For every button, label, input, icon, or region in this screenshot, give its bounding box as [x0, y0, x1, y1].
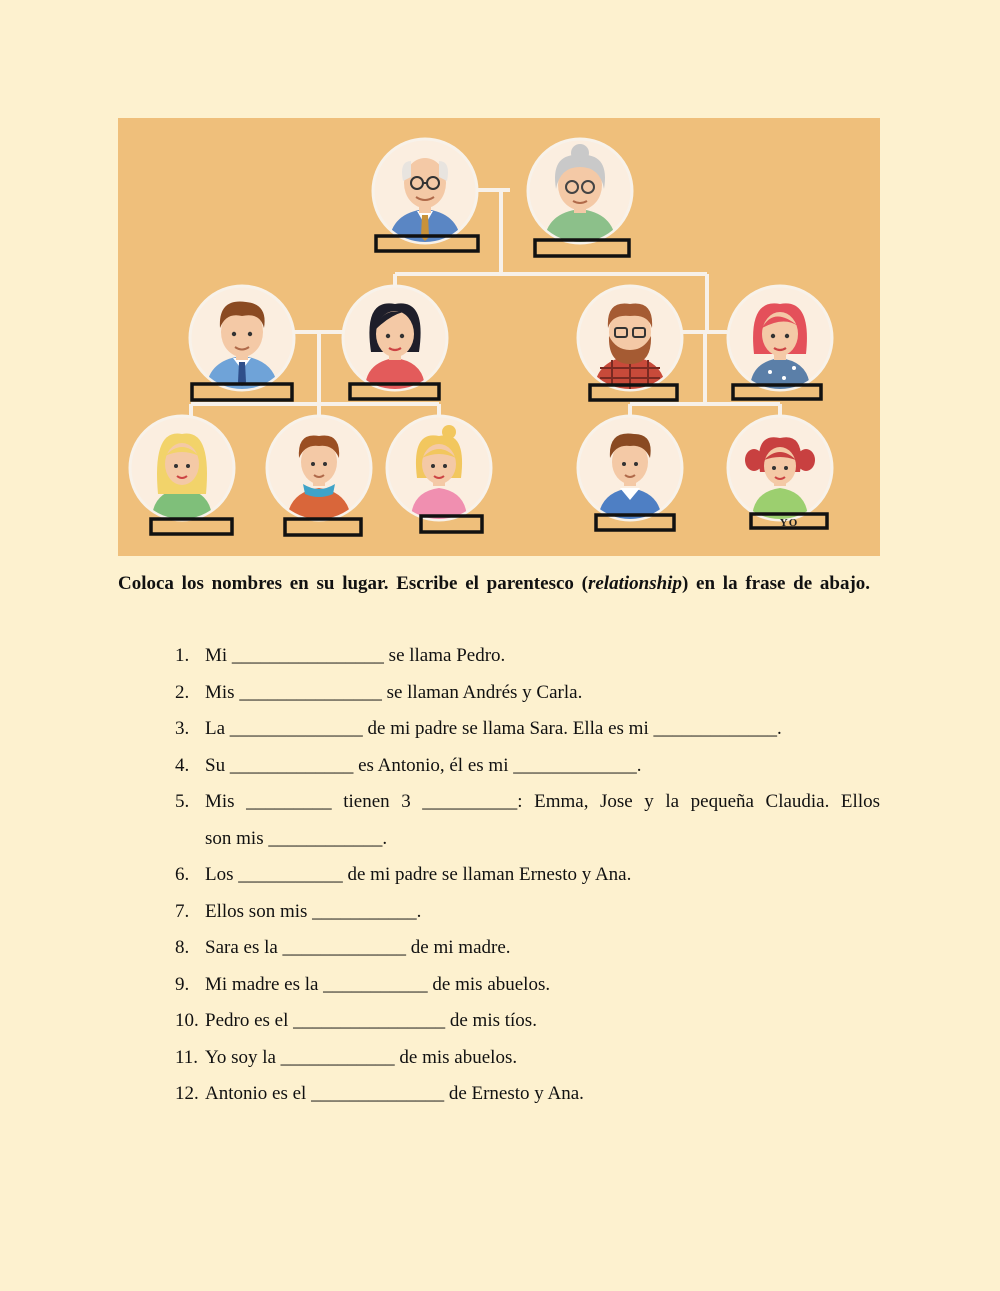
sentence-text: Sara es la _____________ de mi madre.	[205, 937, 511, 958]
sentence-text: Mi ________________ se llama Pedro.	[205, 645, 506, 666]
list-item	[175, 1040, 880, 1077]
instructions-emphasis: relationship	[587, 573, 682, 594]
sentence-text: Mis _______________ se llaman Andrés y Carla.	[205, 681, 583, 703]
item-number: 4.	[175, 754, 190, 776]
list-item	[175, 784, 880, 821]
bearded-man-icon	[578, 286, 682, 390]
sentence-text: Los ___________ de mi padre se llaman Ernesto y Ana.	[205, 864, 632, 885]
man-icon	[190, 286, 294, 390]
sentence-text: Mis _________ tienen 3 __________: Emma, Jose y la pequeña Claudia. Ellos	[205, 791, 880, 812]
item-number: 10.	[175, 1010, 199, 1031]
item-number: 5.	[175, 791, 190, 812]
sentence-text: Mi madre es la ___________ de mis abuelos.	[205, 973, 551, 995]
girl-icon	[130, 416, 234, 520]
list-item	[175, 638, 880, 675]
item-number: 11.	[175, 1046, 199, 1068]
list-item	[175, 857, 880, 894]
list-item	[175, 711, 880, 748]
list-item	[175, 1003, 880, 1040]
family-tree-graphic	[118, 118, 880, 556]
list-item	[175, 930, 880, 967]
name-box-child-2[interactable]	[285, 519, 361, 535]
sentence-text: Su _____________ es Antonio, él es mi _____________.	[205, 754, 642, 776]
sentence-continuation: son mis ____________.	[205, 827, 388, 849]
list-item	[175, 894, 880, 931]
grandmother-icon	[528, 139, 632, 243]
yo-label: YO	[779, 517, 799, 529]
list-item	[175, 675, 880, 712]
sentence-text: Antonio es el ______________ de Ernesto y Ana.	[205, 1083, 584, 1104]
boy-icon	[578, 416, 682, 520]
item-number: 8.	[175, 937, 190, 958]
name-box-child-1[interactable]	[151, 519, 232, 534]
girl-pigtails-icon	[728, 416, 832, 520]
woman-icon	[343, 286, 447, 390]
list-item	[175, 1076, 880, 1113]
list-item	[175, 967, 880, 1004]
item-number: 3.	[175, 718, 190, 739]
item-number: 7.	[175, 900, 190, 922]
sentence-list	[175, 638, 880, 1113]
sentence-text: Yo soy la ____________ de mis abuelos.	[205, 1046, 518, 1068]
sentence-text: Ellos son mis ___________.	[205, 900, 422, 922]
instructions-text-2: ) en la frase de abajo.	[681, 573, 871, 594]
item-number: 12.	[175, 1083, 199, 1104]
item-number: 2.	[175, 681, 190, 703]
instructions-paragraph	[118, 566, 880, 602]
item-number: 6.	[175, 864, 190, 885]
little-girl-icon	[387, 416, 491, 520]
instructions-text-1: Coloca los nombres en su lugar. Escribe el parentesco (	[118, 573, 588, 594]
woman-icon	[728, 286, 832, 390]
family-tree-illustration	[118, 118, 880, 556]
boy-icon	[267, 416, 371, 520]
item-number: 9.	[175, 973, 190, 995]
grandfather-icon	[373, 139, 477, 243]
item-number: 1.	[175, 645, 190, 666]
list-item	[175, 748, 880, 785]
sentence-text: Pedro es el ________________ de mis tíos.	[205, 1010, 537, 1031]
sentence-text: La ______________ de mi padre se llama Sara. Ella es mi _____________.	[205, 718, 782, 739]
